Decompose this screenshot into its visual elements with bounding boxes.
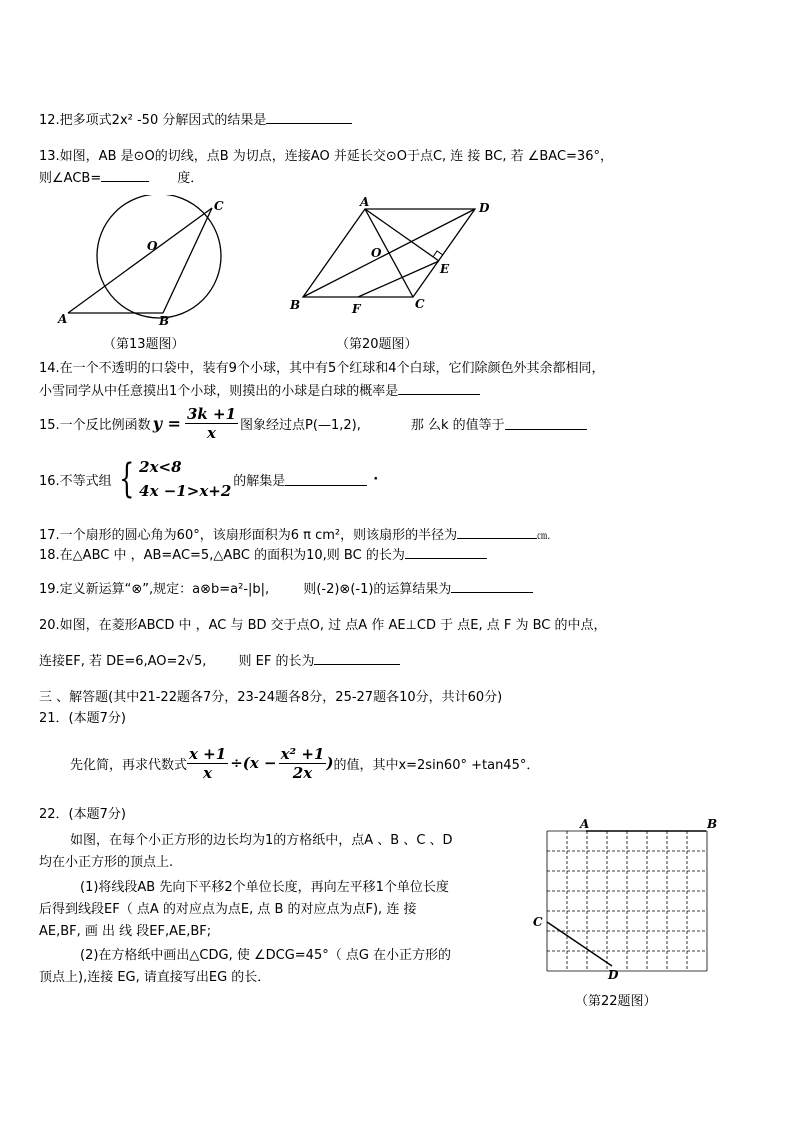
- question-12: [39, 109, 352, 128]
- q14-answer-blank[interactable]: [398, 382, 480, 395]
- q14-line2: [39, 380, 480, 399]
- q17-answer-blank[interactable]: [457, 526, 537, 539]
- label-a: A: [58, 312, 68, 326]
- figure-13-circle-tangent: [55, 195, 235, 330]
- q21-fraction-1: [187, 745, 228, 782]
- q16-ineq2: 4x −1>x+2: [139, 482, 232, 500]
- q13-line2b: 度．: [177, 171, 204, 186]
- label-f: F: [352, 302, 361, 316]
- fig13-caption: （第13题图）: [103, 337, 185, 352]
- label-a: A: [580, 817, 590, 831]
- label-c: C: [415, 297, 425, 311]
- label-a: A: [360, 195, 370, 209]
- q19-answer-blank[interactable]: [451, 580, 533, 593]
- figure-20-rhombus: [285, 195, 500, 320]
- question-17: [39, 524, 550, 543]
- question-19: [39, 578, 533, 597]
- question-16: [39, 454, 378, 504]
- q20-line2: [39, 650, 400, 669]
- q20-answer-blank[interactable]: [314, 652, 400, 665]
- q21-f2-denominator: 2x: [292, 763, 313, 782]
- q22-p2b: 后得到线段EF（ 点A 的对应点为点E, 点 B 的对应点为点F), 连 接: [39, 902, 417, 917]
- q15-post: 图象经过点P(—1,2),: [240, 417, 361, 433]
- q16-answer-blank[interactable]: [285, 473, 367, 486]
- q13-line2a: 则∠ACB=: [39, 171, 102, 186]
- q19-text2: 则(-2)⊗(-1)的运算结果为: [303, 582, 452, 597]
- question-15: [39, 403, 587, 443]
- q21-f2-numerator: x² +1: [280, 744, 325, 763]
- q22-p1a: 如图，在每个小正方形的边长均为1的方格纸中，点A 、B 、C 、D: [70, 833, 453, 848]
- q16-system: [139, 455, 231, 503]
- label-o: O: [371, 246, 382, 260]
- q22-p1b: 均在小正方形的顶点上.: [39, 855, 174, 870]
- q22-p3b: 顶点上),连接 EG, 请直接写出EG 的长．: [39, 970, 271, 985]
- q16-pre: 16.不等式组: [39, 473, 112, 489]
- q15-denominator: x: [207, 423, 216, 442]
- q12-text: 12.把多项式2x² -50 分解因式的结果是: [39, 113, 267, 128]
- q16-ineq1: 2x<8: [139, 458, 182, 476]
- q21-close-paren: ): [326, 754, 334, 772]
- q21-post: 的值，其中x=2sin60° +tan45°．: [333, 757, 540, 773]
- q12-answer-blank[interactable]: [266, 111, 352, 124]
- q17-unit: ㎝.: [537, 531, 551, 542]
- q13-answer-blank[interactable]: [101, 169, 149, 182]
- q22-p2c: AE,BF, 画 出 线 段EF,AE,BF;: [39, 924, 212, 939]
- q15-y: y =: [152, 413, 181, 433]
- label-b: B: [159, 314, 170, 328]
- q21-pre: 先化简，再求代数式: [70, 757, 188, 773]
- q15-answer-blank[interactable]: [505, 417, 587, 430]
- label-d: D: [479, 201, 490, 215]
- q21-body: [70, 740, 539, 786]
- q22-head: 22．(本题7分): [39, 807, 126, 822]
- label-d: D: [608, 968, 619, 982]
- brace-icon: {: [118, 456, 135, 502]
- q20-line2a: 连接EF, 若 DE=6,AO=2√5,: [39, 654, 207, 669]
- q20-line1: 20.如图，在菱形ABCD 中 ，AC 与 BD 交于点O, 过 点A 作 AE⊥CD 于 点E, 点 F 为 BC 的中点，: [39, 618, 607, 633]
- q19-text: 19.定义新运算“⊗”,规定：a⊗b=a²-|b|,: [39, 582, 270, 597]
- label-b: B: [290, 298, 301, 312]
- q21-operator: ÷(x −: [230, 754, 277, 772]
- circle-o: [97, 195, 221, 318]
- q14-line1: 14.在一个不透明的口袋中，装有9个小球，其中有5个红球和4个白球，它们除颜色外其余都相同，: [39, 361, 605, 376]
- q18-text: 18.在△ABC 中 ，AB=AC=5,△ABC 的面积为10,则 BC 的长为: [39, 548, 405, 563]
- q21-head: 21．(本题7分): [39, 711, 126, 726]
- dashed-grid: [547, 831, 707, 971]
- section-3-heading: 三 、解答题(其中21-22题各7分，23-24题各8分，25-27题各10分，共计60分): [39, 690, 503, 705]
- figure-22-grid: [532, 816, 722, 986]
- q15-numerator: 3k +1: [186, 404, 237, 423]
- q16-dot: ·: [373, 471, 379, 487]
- fig22-caption: （第22题图）: [575, 994, 657, 1009]
- q22-p3a: (2)在方格纸中画出△CDG, 使 ∠DCG=45°（ 点G 在小正方形的: [80, 948, 452, 963]
- q15-pre: 15.一个反比例函数: [39, 417, 151, 433]
- q20-line2b: 则 EF 的长为: [238, 654, 315, 669]
- q15-fraction: [185, 405, 238, 442]
- segment-cd: [547, 922, 612, 966]
- fig20-caption: （第20题图）: [336, 337, 418, 352]
- q13-line2: [39, 167, 203, 186]
- label-c: C: [214, 199, 224, 213]
- q17-text: 17.一个扇形的圆心角为60°，该扇形面积为6 π cm²，则该扇形的半径为: [39, 528, 458, 543]
- q14-line2-text: 小雪同学从中任意摸出1个小球，则摸出的小球是白球的概率是: [39, 384, 399, 399]
- q18-answer-blank[interactable]: [405, 546, 487, 559]
- q13-line1: 13.如图，AB 是⊙O的切线，点B 为切点，连接AO 并延长交⊙O于点C, 连 接 BC, 若 ∠BAC=36°，: [39, 149, 613, 164]
- q21-f1-denominator: x: [203, 763, 213, 782]
- segment-fe: [358, 261, 439, 297]
- label-e: E: [440, 262, 450, 276]
- q16-post: 的解集是: [233, 473, 286, 489]
- label-c: C: [533, 915, 543, 929]
- question-18: [39, 544, 487, 563]
- line-ac: [68, 208, 212, 313]
- q21-fraction-2: [279, 745, 327, 782]
- label-b: B: [707, 817, 718, 831]
- q22-p2a: (1)将线段AB 先向下平移2个单位长度，再向左平移1个单位长度: [80, 880, 449, 895]
- q15-post2: 那 么k 的值等于: [410, 417, 505, 433]
- q21-f1-numerator: x +1: [189, 744, 227, 763]
- label-o: O: [147, 239, 158, 253]
